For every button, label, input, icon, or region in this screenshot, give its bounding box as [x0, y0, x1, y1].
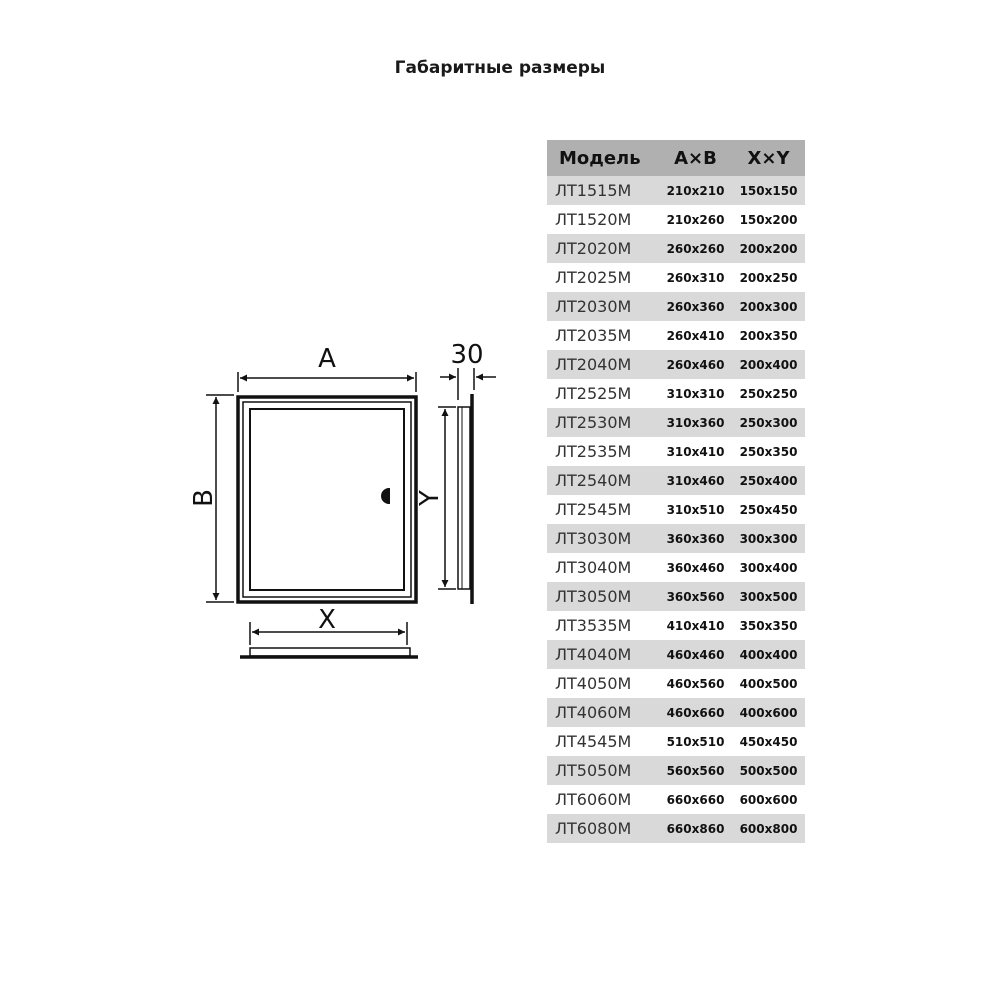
model-cell: ЛТ1515М [547, 176, 659, 205]
table-row [547, 495, 805, 524]
ab-cell: 310x360 [659, 408, 732, 437]
model-cell: ЛТ3040М [555, 558, 632, 577]
table-row [547, 582, 805, 611]
ab-cell: 260x360 [659, 292, 732, 321]
ab-cell: 460x460 [659, 640, 732, 669]
model-cell: ЛТ2035М [555, 326, 632, 345]
model-cell: ЛТ4545М [555, 732, 632, 751]
ab-cell: 260x410 [666, 328, 725, 343]
header-model: Модель [547, 140, 659, 176]
dim-a [238, 372, 416, 392]
dim-y-label: Y [415, 490, 445, 506]
bottom-frame-body [250, 648, 410, 656]
lock-icon [382, 489, 389, 503]
model-cell: ЛТ6060М [555, 790, 632, 809]
ab-cell: 410x410 [666, 618, 725, 633]
front-view [238, 397, 416, 602]
model-cell: ЛТ2535М [555, 442, 632, 461]
table-header-row [547, 140, 805, 176]
model-cell: ЛТ2025М [555, 268, 632, 287]
xy-cell: 150x200 [739, 212, 798, 227]
table-row [547, 698, 805, 727]
xy-cell: 300x400 [739, 560, 798, 575]
ab-cell: 510x510 [666, 734, 725, 749]
xy-cell: 200x350 [739, 328, 798, 343]
xy-cell: 400x600 [732, 698, 805, 727]
ab-cell: 360x460 [666, 560, 725, 575]
xy-cell: 400x400 [732, 640, 805, 669]
model-cell: ЛТ4040М [547, 640, 659, 669]
xy-cell: 250x350 [739, 444, 798, 459]
dim-a-label: A [318, 344, 336, 374]
model-cell: ЛТ2020М [547, 234, 659, 263]
model-cell: ЛТ2540М [547, 466, 659, 495]
table-row [547, 408, 805, 437]
dim-x-label: X [318, 605, 336, 635]
xy-cell: 300x500 [732, 582, 805, 611]
xy-cell: 200x300 [732, 292, 805, 321]
xy-cell: 200x400 [732, 350, 805, 379]
dimensions-table [547, 140, 805, 843]
model-cell: ЛТ2030М [547, 292, 659, 321]
ab-cell: 260x460 [659, 350, 732, 379]
ab-cell: 310x410 [666, 444, 725, 459]
ab-cell: 260x260 [659, 234, 732, 263]
ab-cell: 660x860 [659, 814, 732, 843]
ab-cell: 310x460 [659, 466, 732, 495]
table-row [547, 292, 805, 321]
xy-cell: 350x350 [739, 618, 798, 633]
ab-cell: 210x210 [659, 176, 732, 205]
model-cell: ЛТ6080М [547, 814, 659, 843]
model-cell: ЛТ4050М [555, 674, 632, 693]
ab-cell: 460x560 [666, 676, 725, 691]
bottom-view [240, 648, 418, 657]
table-row [547, 437, 805, 466]
hatch-dimension-drawing [180, 330, 520, 670]
ab-cell: 560x560 [659, 756, 732, 785]
xy-cell: 250x250 [739, 386, 798, 401]
table-row [547, 727, 805, 756]
xy-cell: 250x450 [739, 502, 798, 517]
xy-cell: 150x150 [732, 176, 805, 205]
ab-cell: 360x360 [659, 524, 732, 553]
table-row [547, 350, 805, 379]
table-row [547, 379, 805, 408]
table-row [547, 553, 805, 582]
model-cell: ЛТ2040М [547, 350, 659, 379]
table-row [547, 611, 805, 640]
ab-cell: 460x660 [659, 698, 732, 727]
table-row [547, 176, 805, 205]
model-cell: ЛТ1520М [555, 210, 632, 229]
xy-cell: 500x500 [732, 756, 805, 785]
xy-cell: 250x300 [732, 408, 805, 437]
table-row [547, 234, 805, 263]
model-cell: ЛТ2525М [555, 384, 632, 403]
table-row [547, 756, 805, 785]
table-row [547, 466, 805, 495]
header-ab: A×B [659, 140, 732, 176]
table-row [547, 263, 805, 292]
model-cell: ЛТ4060М [547, 698, 659, 727]
side-frame-body [458, 407, 470, 589]
dim-b-label: B [189, 489, 219, 507]
ab-cell: 310x310 [666, 386, 725, 401]
model-cell: ЛТ2545М [555, 500, 632, 519]
model-cell: ЛТ3030М [547, 524, 659, 553]
xy-cell: 200x200 [732, 234, 805, 263]
dim-depth-label: 30 [450, 340, 484, 370]
ab-cell: 360x560 [659, 582, 732, 611]
table-row [547, 205, 805, 234]
side-view [458, 394, 472, 604]
model-cell: ЛТ3535М [555, 616, 632, 635]
model-cell: ЛТ2530М [547, 408, 659, 437]
table-row [547, 321, 805, 350]
ab-cell: 310x510 [666, 502, 725, 517]
table-row [547, 524, 805, 553]
xy-cell: 600x800 [732, 814, 805, 843]
table-row [547, 640, 805, 669]
xy-cell: 300x300 [732, 524, 805, 553]
ab-cell: 660x660 [666, 792, 725, 807]
table-row [547, 785, 805, 814]
xy-cell: 600x600 [739, 792, 798, 807]
ab-cell: 210x260 [666, 212, 725, 227]
xy-cell: 450x450 [739, 734, 798, 749]
xy-cell: 200x250 [739, 270, 798, 285]
header-xy: X×Y [732, 140, 805, 176]
ab-cell: 260x310 [666, 270, 725, 285]
xy-cell: 250x400 [732, 466, 805, 495]
page-title: Габаритные размеры [394, 58, 606, 78]
xy-cell: 400x500 [739, 676, 798, 691]
door-panel [250, 409, 404, 590]
model-cell: ЛТ5050М [547, 756, 659, 785]
table-row [547, 669, 805, 698]
model-cell: ЛТ3050М [547, 582, 659, 611]
table-row [547, 814, 805, 843]
dim-depth [440, 368, 496, 400]
